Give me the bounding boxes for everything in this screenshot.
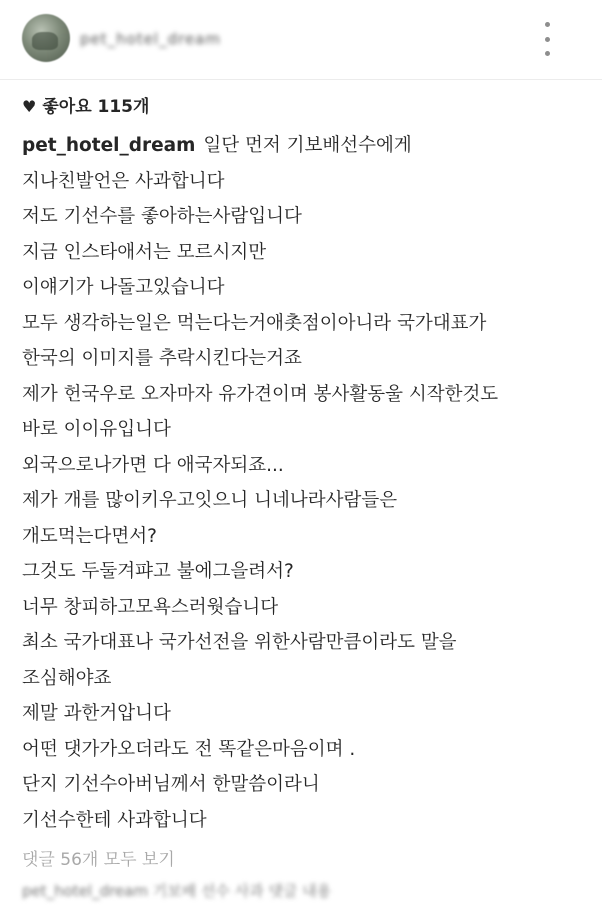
caption-line: 지금 인스타애서는 모르시지만 [22,241,267,263]
caption-line: 너무 창피하고모욕스러웟습니다 [22,596,279,618]
caption-line: 개도먹는다면서? [22,525,157,547]
view-all-comments-link[interactable]: 댓글 56개 모두 보기 [22,850,175,870]
caption-line: 그것도 두둘겨퍄고 불에그을려서? [22,561,294,582]
post-header [0,0,602,80]
caption-line: 어떤 댓가가오더라도 전 똑같은마음이며 . [22,738,356,760]
username-blurred[interactable]: pet_hotel_dream [80,30,221,48]
caption [22,128,597,838]
heart-icon: ♥ [22,97,37,116]
caption-line: 한국의 이미지를 추락시킨다는거죠 [22,348,302,369]
caption-line: 바로 이이유입니다 [22,419,171,440]
more-dot-icon [545,22,550,27]
caption-line: 저도 기선수를 좋아하는사람입니다 [22,206,302,227]
caption-line: 최소 국가대표나 국가선전을 위한사람만큼이라도 말을 [22,632,457,653]
caption-line: 단지 기선수아버님께서 한말씀이라니 [22,774,320,795]
caption-line: 지나친발언은 사과합니다 [22,170,225,192]
more-options-button[interactable] [534,22,560,56]
avatar[interactable] [22,14,70,62]
caption-line: 제가 헌국우로 오자마자 유가견이며 봉사활동울 시작한것도 [22,383,499,405]
caption-line: 기선수한테 사과합니다 [22,809,207,831]
caption-line: 제가 개를 많이키우고잇으니 니네나라사람들은 [22,490,398,511]
caption-line: 조심해야죠 [22,667,112,689]
caption-line: pet_hotel_dream 일단 먼저 기보배선수에게 [22,135,412,156]
more-dot-icon [545,51,550,56]
caption-line: 외국으로나가면 다 애국자되죠... [22,454,284,476]
likes-text: 좋아요 115개 [42,97,150,117]
caption-line: 이얘기가 나돌고있습니다 [22,277,225,298]
caption-line: 모두 생각하는일은 먹는다는거애촛점이아니라 국가대표가 [22,312,487,334]
caption-line: 제말 과한거압니다 [22,703,171,724]
comment-preview-blurred: pet_hotel_dream 기보배 선수 사과 댓글 내용 [22,882,332,900]
more-dot-icon [545,37,550,42]
caption-username[interactable]: pet_hotel_dream [22,135,196,156]
likes-count[interactable] [22,92,149,117]
